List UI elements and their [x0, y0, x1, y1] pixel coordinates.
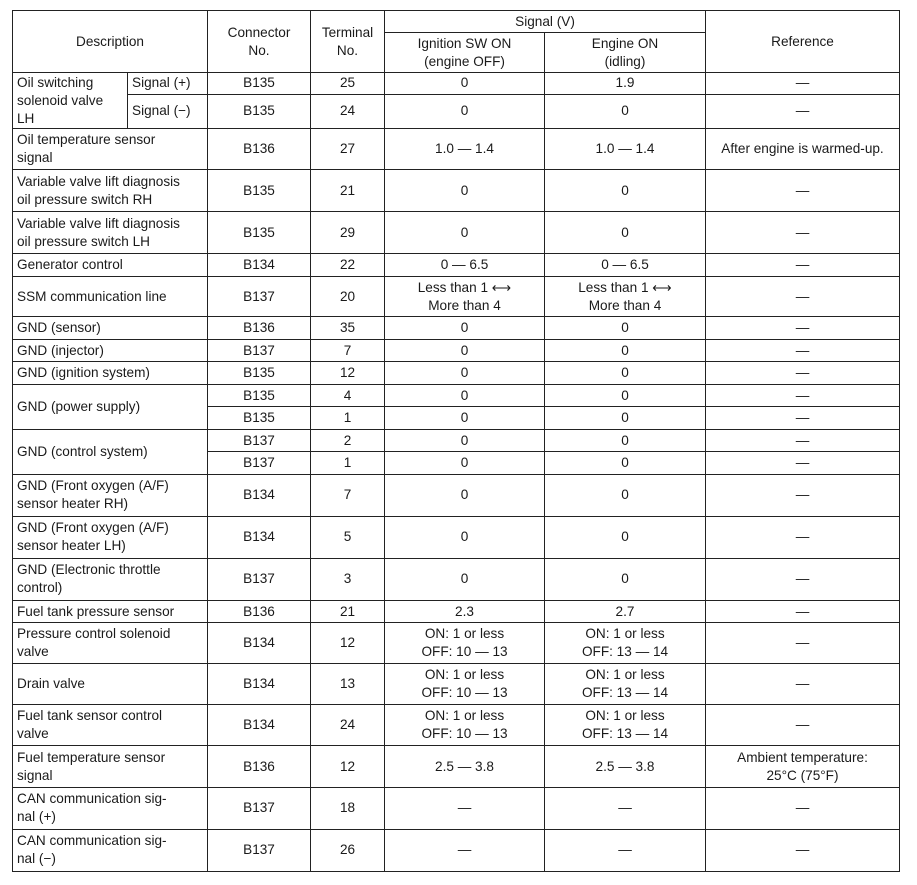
table-row — [13, 129, 900, 170]
table-row — [13, 212, 900, 254]
connector-no-cell: B134 — [208, 516, 311, 558]
description-cell: Variable valve lift diagnosis oil pressure switch LH — [13, 212, 208, 254]
terminal-no-cell: 3 — [311, 558, 385, 600]
connector-no-cell: B136 — [208, 129, 311, 170]
header-engine-on: Engine ON (idling) — [545, 33, 706, 73]
reference-cell: — — [706, 787, 900, 829]
connector-no-cell: B136 — [208, 317, 311, 340]
description-cell: Fuel tank pressure sensor — [13, 600, 208, 623]
reference-cell: — — [706, 317, 900, 340]
header-signal-v: Signal (V) — [385, 11, 706, 33]
engine-on-value: 0 — [545, 212, 706, 254]
header-reference: Reference — [706, 11, 900, 73]
terminal-no-cell: 12 — [311, 623, 385, 664]
description-cell: SSM communication line — [13, 276, 208, 317]
reference-cell: — — [706, 600, 900, 623]
reference-cell: — — [706, 94, 900, 129]
terminal-no-cell: 1 — [311, 452, 385, 475]
terminal-no-cell: 26 — [311, 829, 385, 871]
sub-signal-cell: Signal (+) — [128, 73, 208, 95]
ignition-sw-on-value: 0 — [385, 170, 545, 212]
header-connector-no: Connector No. — [208, 11, 311, 73]
ignition-sw-on-value: 0 — [385, 407, 545, 430]
connector-no-cell: B137 — [208, 452, 311, 475]
terminal-no-cell: 2 — [311, 429, 385, 452]
ignition-sw-on-value: — — [385, 787, 545, 829]
reference-cell: — — [706, 407, 900, 430]
reference-cell: — — [706, 829, 900, 871]
terminal-no-cell: 22 — [311, 254, 385, 277]
table-row — [13, 829, 900, 871]
connector-no-cell: B137 — [208, 787, 311, 829]
reference-cell: After engine is warmed-up. — [706, 129, 900, 170]
signal-spec-table — [12, 10, 900, 872]
ignition-sw-on-value: 0 — [385, 317, 545, 340]
engine-on-value: 0 — [545, 384, 706, 407]
reference-cell: Ambient temperature: 25°C (75°F) — [706, 746, 900, 788]
ignition-sw-on-value: 0 — [385, 339, 545, 362]
engine-on-value: 0 — [545, 362, 706, 385]
table-row — [13, 254, 900, 277]
connector-no-cell: B137 — [208, 429, 311, 452]
description-cell: Generator control — [13, 254, 208, 277]
connector-no-cell: B136 — [208, 746, 311, 788]
engine-on-value: 1.9 — [545, 73, 706, 95]
terminal-no-cell: 24 — [311, 94, 385, 129]
connector-no-cell: B134 — [208, 623, 311, 664]
table-row — [13, 429, 900, 452]
table-row — [13, 746, 900, 788]
ignition-sw-on-value: 0 — [385, 94, 545, 129]
reference-cell: — — [706, 73, 900, 95]
terminal-no-cell: 1 — [311, 407, 385, 430]
terminal-no-cell: 18 — [311, 787, 385, 829]
engine-on-value: 0 — [545, 558, 706, 600]
description-cell: Oil switching solenoid valve LH — [13, 73, 128, 129]
description-cell: Pressure control solenoid valve — [13, 623, 208, 664]
ignition-sw-on-value: 0 — [385, 516, 545, 558]
engine-on-value: ON: 1 or less OFF: 13 — 14 — [545, 623, 706, 664]
table-row — [13, 317, 900, 340]
engine-on-value: 0 — [545, 339, 706, 362]
reference-cell: — — [706, 384, 900, 407]
description-cell: CAN communication sig- nal (−) — [13, 829, 208, 871]
description-cell: CAN communication sig- nal (+) — [13, 787, 208, 829]
table-row — [13, 73, 900, 95]
terminal-no-cell: 7 — [311, 474, 385, 516]
description-cell: GND (Electronic throttle control) — [13, 558, 208, 600]
connector-no-cell: B134 — [208, 664, 311, 705]
engine-on-value: 0 — [545, 170, 706, 212]
reference-cell: — — [706, 254, 900, 277]
table-row — [13, 787, 900, 829]
description-cell: GND (sensor) — [13, 317, 208, 340]
engine-on-value: 0 — [545, 94, 706, 129]
ignition-sw-on-value: 0 — [385, 362, 545, 385]
description-cell: GND (power supply) — [13, 384, 208, 429]
description-cell: GND (ignition system) — [13, 362, 208, 385]
engine-on-value: 0 — [545, 407, 706, 430]
table-row — [13, 474, 900, 516]
connector-no-cell: B135 — [208, 212, 311, 254]
engine-on-value: 0 — [545, 516, 706, 558]
engine-on-value: 0 — [545, 317, 706, 340]
header-description: Description — [13, 11, 208, 73]
table-row — [13, 362, 900, 385]
reference-cell: — — [706, 276, 900, 317]
reference-cell: — — [706, 212, 900, 254]
connector-no-cell: B134 — [208, 474, 311, 516]
ignition-sw-on-value: Less than 1 ⟷ More than 4 — [385, 276, 545, 317]
terminal-no-cell: 20 — [311, 276, 385, 317]
engine-on-value: 2.7 — [545, 600, 706, 623]
table-body — [13, 73, 900, 872]
connector-no-cell: B134 — [208, 254, 311, 277]
description-cell: Drain valve — [13, 664, 208, 705]
connector-no-cell: B135 — [208, 94, 311, 129]
description-cell: GND (injector) — [13, 339, 208, 362]
ignition-sw-on-value: — — [385, 829, 545, 871]
terminal-no-cell: 25 — [311, 73, 385, 95]
engine-on-value: 1.0 — 1.4 — [545, 129, 706, 170]
ignition-sw-on-value: ON: 1 or less OFF: 10 — 13 — [385, 623, 545, 664]
table-row — [13, 558, 900, 600]
connector-no-cell: B137 — [208, 339, 311, 362]
connector-no-cell: B137 — [208, 829, 311, 871]
connector-no-cell: B135 — [208, 73, 311, 95]
table-row — [13, 94, 900, 129]
ignition-sw-on-value: 0 — [385, 558, 545, 600]
terminal-no-cell: 27 — [311, 129, 385, 170]
ignition-sw-on-value: 0 — [385, 429, 545, 452]
table-row — [13, 276, 900, 317]
terminal-no-cell: 12 — [311, 746, 385, 788]
terminal-no-cell: 4 — [311, 384, 385, 407]
ignition-sw-on-value: 0 — [385, 452, 545, 475]
description-cell: GND (Front oxygen (A/F) sensor heater RH) — [13, 474, 208, 516]
reference-cell: — — [706, 474, 900, 516]
terminal-no-cell: 24 — [311, 705, 385, 746]
table-row — [13, 600, 900, 623]
terminal-no-cell: 35 — [311, 317, 385, 340]
engine-on-value: 0 — [545, 452, 706, 475]
connector-no-cell: B135 — [208, 407, 311, 430]
reference-cell: — — [706, 170, 900, 212]
ignition-sw-on-value: 1.0 — 1.4 — [385, 129, 545, 170]
connector-no-cell: B137 — [208, 276, 311, 317]
engine-on-value: — — [545, 829, 706, 871]
engine-on-value: 0 — [545, 429, 706, 452]
reference-cell: — — [706, 705, 900, 746]
description-cell: Oil temperature sensor signal — [13, 129, 208, 170]
reference-cell: — — [706, 623, 900, 664]
reference-cell: — — [706, 452, 900, 475]
connector-no-cell: B136 — [208, 600, 311, 623]
ignition-sw-on-value: 2.3 — [385, 600, 545, 623]
description-cell: Variable valve lift diagnosis oil pressure switch RH — [13, 170, 208, 212]
ignition-sw-on-value: 0 — 6.5 — [385, 254, 545, 277]
connector-no-cell: B137 — [208, 558, 311, 600]
ignition-sw-on-value: 0 — [385, 474, 545, 516]
connector-no-cell: B135 — [208, 384, 311, 407]
engine-on-value: 0 — 6.5 — [545, 254, 706, 277]
terminal-no-cell: 12 — [311, 362, 385, 385]
table-row — [13, 623, 900, 664]
connector-no-cell: B134 — [208, 705, 311, 746]
table-row — [13, 384, 900, 407]
terminal-no-cell: 13 — [311, 664, 385, 705]
engine-on-value: ON: 1 or less OFF: 13 — 14 — [545, 705, 706, 746]
ignition-sw-on-value: ON: 1 or less OFF: 10 — 13 — [385, 705, 545, 746]
header-terminal-no: Terminal No. — [311, 11, 385, 73]
engine-on-value: 2.5 — 3.8 — [545, 746, 706, 788]
table-row — [13, 705, 900, 746]
terminal-no-cell: 21 — [311, 600, 385, 623]
table-row — [13, 170, 900, 212]
reference-cell: — — [706, 429, 900, 452]
connector-no-cell: B135 — [208, 362, 311, 385]
table-row — [13, 516, 900, 558]
ignition-sw-on-value: 0 — [385, 73, 545, 95]
reference-cell: — — [706, 339, 900, 362]
engine-on-value: — — [545, 787, 706, 829]
reference-cell: — — [706, 362, 900, 385]
table-row — [13, 664, 900, 705]
sub-signal-cell: Signal (−) — [128, 94, 208, 129]
connector-no-cell: B135 — [208, 170, 311, 212]
terminal-no-cell: 5 — [311, 516, 385, 558]
engine-on-value: 0 — [545, 474, 706, 516]
ignition-sw-on-value: ON: 1 or less OFF: 10 — 13 — [385, 664, 545, 705]
description-cell: GND (control system) — [13, 429, 208, 474]
reference-cell: — — [706, 558, 900, 600]
description-cell: GND (Front oxygen (A/F) sensor heater LH) — [13, 516, 208, 558]
table-row — [13, 339, 900, 362]
ignition-sw-on-value: 0 — [385, 212, 545, 254]
reference-cell: — — [706, 516, 900, 558]
header-ignition-sw-on: Ignition SW ON (engine OFF) — [385, 33, 545, 73]
engine-on-value: Less than 1 ⟷ More than 4 — [545, 276, 706, 317]
terminal-no-cell: 21 — [311, 170, 385, 212]
engine-on-value: ON: 1 or less OFF: 13 — 14 — [545, 664, 706, 705]
terminal-no-cell: 29 — [311, 212, 385, 254]
terminal-no-cell: 7 — [311, 339, 385, 362]
description-cell: Fuel tank sensor control valve — [13, 705, 208, 746]
ignition-sw-on-value: 0 — [385, 384, 545, 407]
reference-cell: — — [706, 664, 900, 705]
description-cell: Fuel temperature sensor signal — [13, 746, 208, 788]
ignition-sw-on-value: 2.5 — 3.8 — [385, 746, 545, 788]
signal-spec-sheet — [12, 10, 899, 872]
